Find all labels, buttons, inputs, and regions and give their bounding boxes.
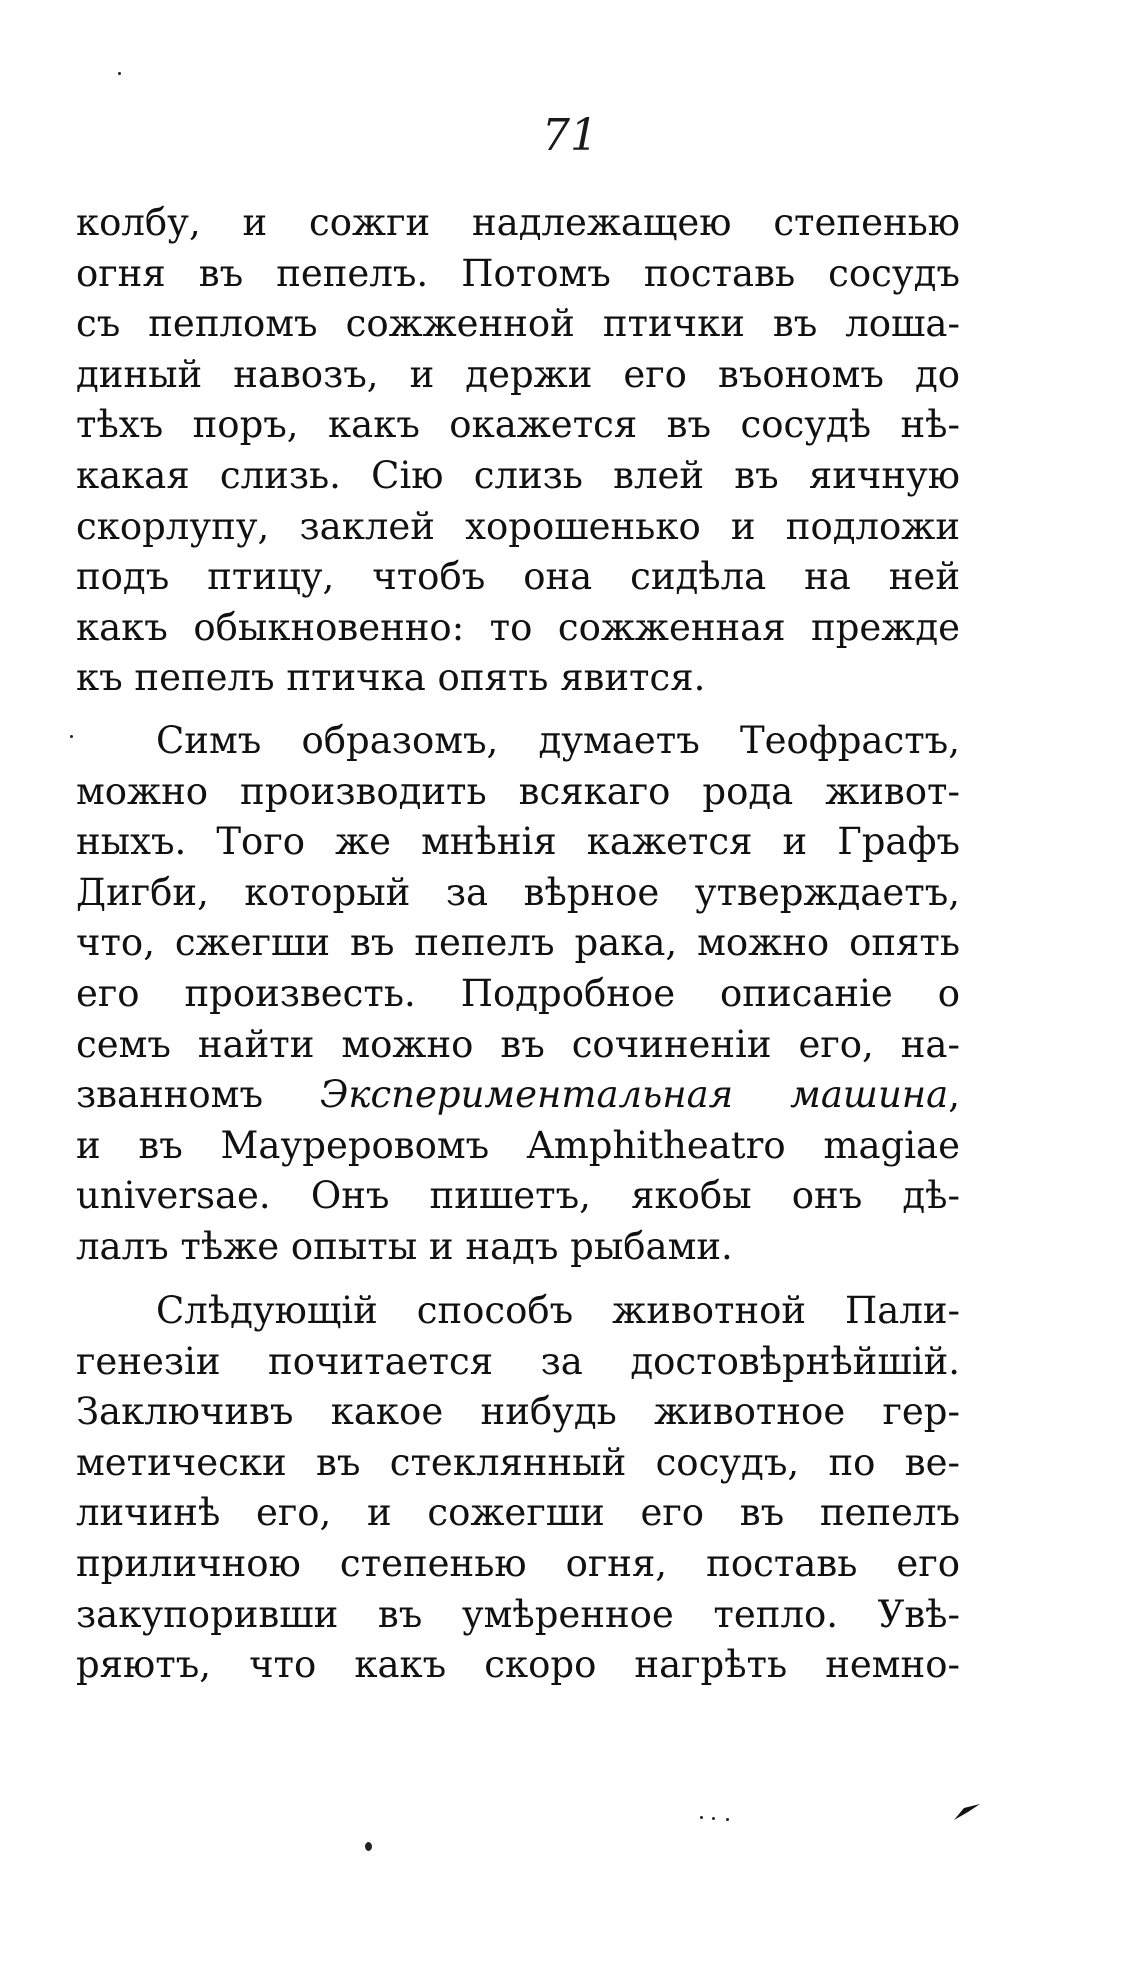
text-line: universae. Онъ пишетъ, якобы онъ дѣ- bbox=[76, 1174, 960, 1218]
text-line: что, сжегши въ пепелъ рака, можно опять bbox=[76, 921, 960, 965]
text-line: подъ птицу, чтобъ она сидѣла на ней bbox=[76, 555, 960, 599]
paragraph-2 bbox=[76, 716, 960, 1273]
text-line: Симъ образомъ, думаетъ Теофрастъ, bbox=[156, 719, 960, 762]
text-line: огня въ пепелъ. Потомъ поставь сосудъ bbox=[76, 251, 960, 295]
text-line: колбу, и сожги надлежащею степенью bbox=[76, 201, 960, 244]
text-line: къ пепелъ птичка опять явится. bbox=[76, 656, 706, 700]
text-line: и въ Мауреровомъ Amphitheatro magiae bbox=[76, 1123, 960, 1167]
text-fragment: званномъ bbox=[76, 1073, 263, 1117]
text-line: лалъ тѣже опыты и надъ рыбами. bbox=[76, 1224, 733, 1268]
text-line: закупоривши въ умѣренное тепло. Увѣ- bbox=[76, 1592, 960, 1636]
scan-speck bbox=[365, 1842, 372, 1851]
paragraph-3 bbox=[76, 1286, 960, 1691]
page-number: 71 bbox=[542, 110, 598, 161]
scan-speck bbox=[700, 1816, 703, 1819]
text-line: Дигби, который за вѣрное утверждаетъ, bbox=[76, 870, 960, 914]
book-title: Экспериментальная машина bbox=[320, 1073, 949, 1117]
ink-mark bbox=[952, 1800, 982, 1822]
text-line: приличною степенью огня, поставь его bbox=[76, 1541, 960, 1585]
text-line: тѣхъ поръ, какъ окажется въ сосудѣ нѣ- bbox=[76, 403, 960, 447]
scan-speck bbox=[118, 72, 121, 75]
text-line: семъ найти можно въ сочиненіи его, на- bbox=[76, 1022, 960, 1066]
scan-speck bbox=[712, 1817, 715, 1820]
text-line: съ пепломъ сожженной птички въ лоша- bbox=[76, 302, 960, 346]
text-line: личинѣ его, и сожегши его въ пепелъ bbox=[76, 1491, 960, 1535]
text-line: какая слизь. Сію слизь влей въ яичную bbox=[76, 453, 960, 497]
scan-speck bbox=[726, 1818, 729, 1821]
text-line: ныхъ. Того же мнѣнія кажется и Графъ bbox=[76, 820, 960, 864]
text-line: Слѣдующій способъ животной Пали- bbox=[156, 1289, 960, 1332]
text-fragment: , bbox=[948, 1073, 960, 1117]
text-line: какъ обыкновенно: то сожженная прежде bbox=[76, 605, 960, 649]
text-line: генезіи почитается за достовѣрнѣйшій. bbox=[76, 1339, 960, 1383]
text-line: метически въ стеклянный сосудъ, по ве- bbox=[76, 1440, 960, 1484]
text-line: можно производить всякаго рода живот- bbox=[76, 769, 960, 813]
text-line: скорлупу, заклей хорошенько и подложи bbox=[76, 504, 960, 548]
scan-speck bbox=[70, 735, 73, 738]
text-line-with-title bbox=[76, 1070, 960, 1121]
text-line: диный навозъ, и держи его въономъ до bbox=[76, 352, 960, 396]
paragraph-1 bbox=[76, 198, 960, 704]
text-line: ряютъ, что какъ скоро нагрѣть немно- bbox=[76, 1643, 960, 1687]
text-line: его произвесть. Подробное описаніе о bbox=[76, 971, 960, 1015]
text-line: Заключивъ какое нибудь животное гер- bbox=[76, 1390, 960, 1434]
